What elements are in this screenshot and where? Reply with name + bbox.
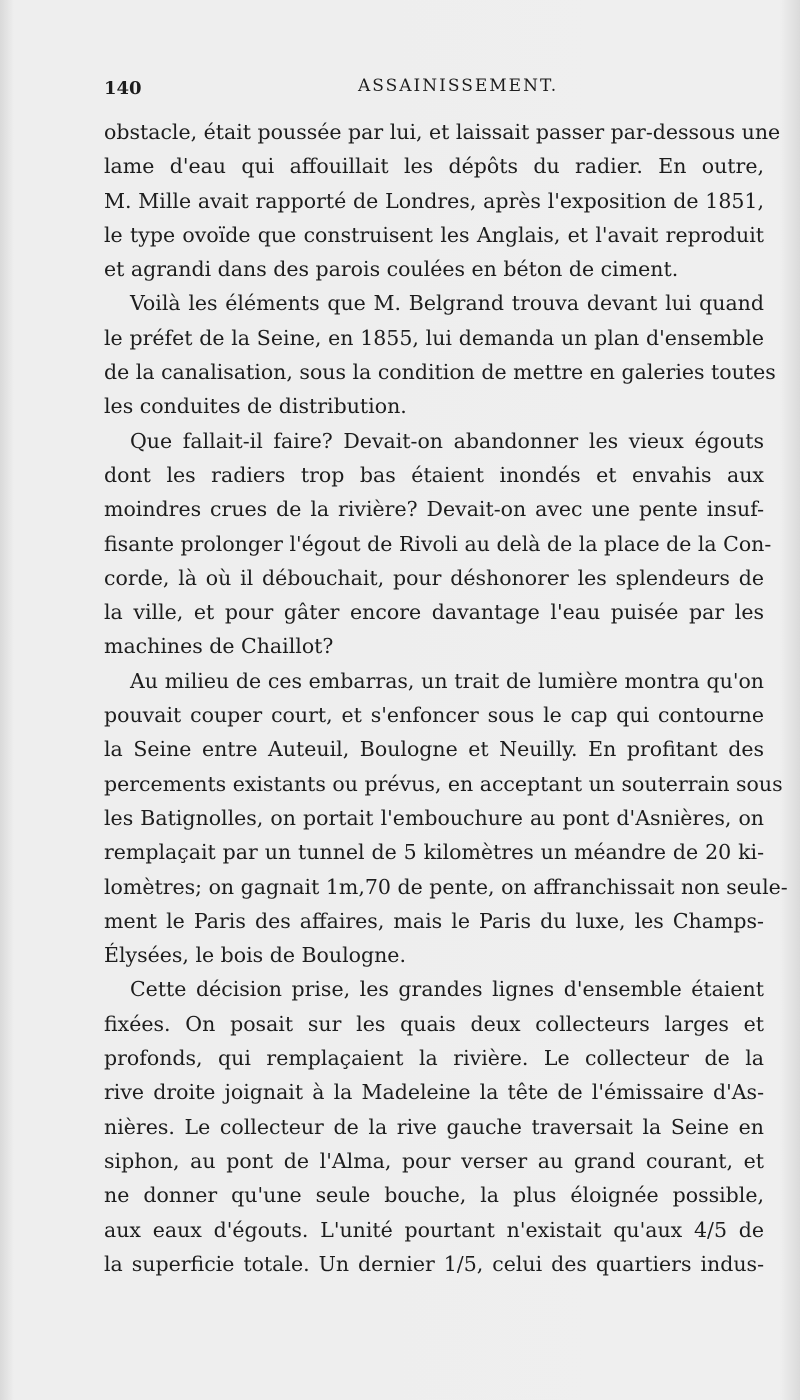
text-line: lame d'eau qui affouillait les dépôts du radier. En outre,: [104, 154, 764, 179]
page-number: 140: [104, 78, 142, 99]
text-line: corde, là où il débouchait, pour déshonorer les splendeurs de: [104, 565, 764, 590]
paragraph: [104, 115, 781, 286]
text-line: lomètres; on gagnait 1m,70 de pente, on affranchissait non seule-: [104, 874, 788, 899]
text-line: M. Mille avait rapporté de Londres, après l'exposition de 1851,: [104, 188, 764, 213]
text-line: ment le Paris des affaires, mais le Paris du luxe, les Champs-: [104, 908, 764, 933]
text-line: nières. Le collecteur de la rive gauche traversait la Seine en: [104, 1114, 764, 1139]
text-line: ne donner qu'une seule bouche, la plus éloignée possible,: [104, 1183, 764, 1208]
text-line: fisante prolonger l'égout de Rivoli au delà de la place de la Con-: [104, 531, 772, 556]
text-line: Voilà les éléments que M. Belgrand trouva devant lui quand: [130, 291, 764, 316]
running-head: ASSAINISSEMENT.: [358, 76, 559, 96]
text-line: les conduites de distribution.: [104, 394, 407, 419]
text-line: et agrandi dans des parois coulées en béton de ciment.: [104, 257, 679, 282]
text-line: la Seine entre Auteuil, Boulogne et Neuilly. En profitant des: [104, 737, 764, 762]
text-line: aux eaux d'égouts. L'unité pourtant n'existait qu'aux 4/5 de: [104, 1217, 764, 1242]
paragraph: [104, 972, 764, 1281]
body-text: [104, 115, 788, 1281]
paragraph: [104, 424, 772, 664]
text-line: Que fallait-il faire? Devait-on abandonner les vieux égouts: [130, 428, 764, 453]
text-line: remplaçait par un tunnel de 5 kilomètres un méandre de 20 ki-: [104, 840, 764, 865]
paragraph: [104, 286, 776, 423]
text-line: pouvait couper court, et s'enfoncer sous le cap qui contourne: [104, 703, 764, 728]
text-line: Élysées, le bois de Boulogne.: [104, 943, 406, 968]
paragraph: [104, 664, 788, 973]
text-line: machines de Chaillot?: [104, 634, 334, 659]
text-line: de la canalisation, sous la condition de mettre en galeries toutes: [104, 360, 776, 385]
text-line: le préfet de la Seine, en 1855, lui demanda un plan d'ensemble: [104, 325, 764, 350]
text-line: siphon, au pont de l'Alma, pour verser au grand courant, et: [104, 1148, 764, 1173]
text-line: dont les radiers trop bas étaient inondés et envahis aux: [104, 462, 764, 487]
text-line: Au milieu de ces embarras, un trait de lumière montra qu'on: [130, 668, 764, 693]
text-line: Cette décision prise, les grandes lignes d'ensemble étaient: [130, 977, 764, 1002]
text-line: la ville, et pour gâter encore davantage l'eau puisée par les: [104, 600, 764, 625]
page-header: [104, 74, 760, 104]
text-line: percements existants ou prévus, en acceptant un souterrain sous: [104, 771, 783, 796]
text-line: la superficie totale. Un dernier 1/5, celui des quartiers indus-: [104, 1251, 764, 1276]
text-line: obstacle, était poussée par lui, et laissait passer par-dessous une: [104, 120, 781, 144]
text-line: rive droite joignait à la Madeleine la tête de l'émissaire d'As-: [104, 1080, 764, 1105]
text-line: le type ovoïde que construisent les Anglais, et l'avait reproduit: [104, 222, 764, 247]
text-line: moindres crues de la rivière? Devait-on avec une pente insuf-: [104, 497, 764, 522]
text-line: profonds, qui remplaçaient la rivière. Le collecteur de la: [104, 1046, 764, 1071]
text-line: les Batignolles, on portait l'embouchure au pont d'Asnières, on: [104, 805, 764, 830]
text-line: fixées. On posait sur les quais deux collecteurs larges et: [104, 1011, 764, 1036]
